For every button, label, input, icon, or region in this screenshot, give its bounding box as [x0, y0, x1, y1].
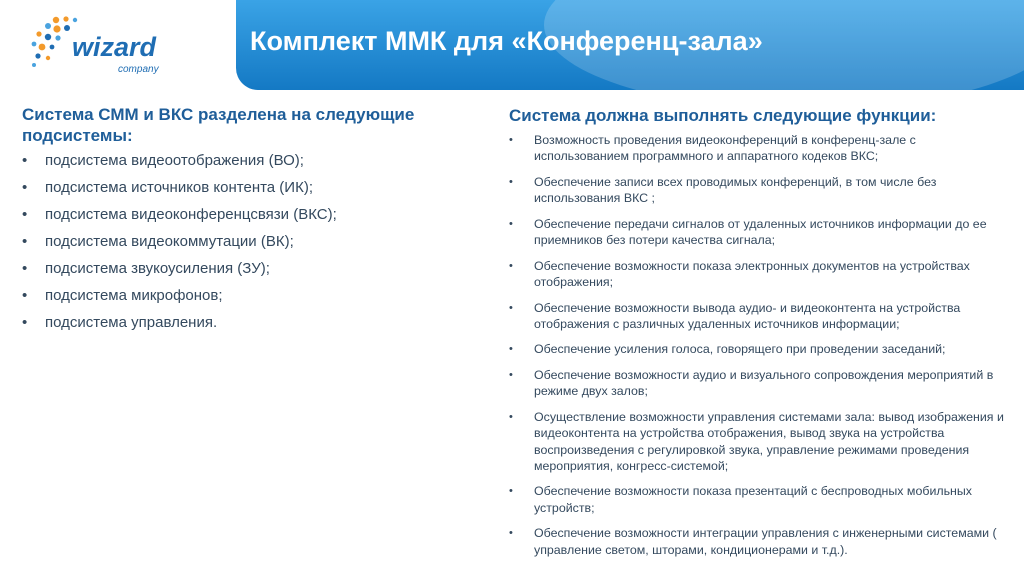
list-item: • Обеспечение возможности показа презентаций с беспроводных мобильных устройств; [509, 484, 972, 515]
bullet-icon: • [509, 527, 513, 540]
logo [0, 0, 236, 90]
bullet-icon: • [22, 287, 28, 304]
header-banner [236, 0, 1024, 90]
list-item: • подсистема видеоконференцсвязи (ВКС); [22, 206, 337, 223]
bullet-icon: • [509, 369, 513, 382]
left-heading: Система СММ и ВКС разделена на следующие подсистемы: [22, 105, 415, 145]
list-item: • Обеспечение возможности аудио и визуального сопровождения мероприятий в режиме двух залов; [509, 368, 994, 399]
list-item: • Обеспечение возможности показа электронных документов на устройствах отображения; [509, 258, 970, 289]
list-item: • Обеспечение передачи сигналов от удаленных источников информации до ее приемников без потери качества сигнала; [509, 216, 987, 248]
list-item: • Обеспечение записи всех проводимых конференций, в том числе без использования ВКС ; [509, 174, 937, 206]
bullet-icon: • [22, 260, 28, 277]
bullet-icon: • [22, 179, 28, 196]
list-item: • подсистема управления. [22, 314, 218, 331]
bullet-icon: • [509, 485, 513, 498]
list-item: • подсистема звукоусиления (ЗУ); [22, 260, 270, 277]
list-item: • подсистема микрофонов; [22, 287, 223, 304]
functions-list [509, 132, 1009, 558]
bullet-icon: • [509, 175, 513, 188]
bullet-icon: • [509, 410, 513, 423]
list-item: • Осуществление возможности управления системами зала: вывод изображения и видеоконтента на устройства отображения, вывод звука на устройства воспроизведения с регулировкой звука, управление режимами проведения мероприятия, конгресс-системой; [509, 409, 1004, 473]
bullet-icon: • [509, 343, 513, 356]
subsystems-list [22, 152, 462, 332]
bullet-icon: • [509, 134, 513, 146]
list-item: • Обеспечение возможности интеграции управления с инженерными системами ( управление светом, шторами, кондиционерами и т.д.). [509, 526, 997, 557]
bullet-icon: • [22, 233, 28, 250]
bullet-icon: • [509, 217, 513, 230]
list-item: • Обеспечение возможности вывода аудио- и видеоконтента на устройства отображения с различных удаленных источников информации; [509, 300, 961, 331]
bullet-icon: • [22, 152, 28, 169]
brand-sub: company [118, 64, 159, 75]
list-item: • подсистема видеокоммутации (ВК); [22, 233, 294, 250]
bullet-icon: • [22, 314, 28, 331]
list-item: • Возможность проведения видеоконференций в конференц-зале с использованием программного и аппаратного кодеков ВКС; [509, 133, 916, 164]
bullet-icon: • [509, 301, 513, 314]
list-item: • подсистема источников контента (ИК); [22, 179, 313, 196]
list-item: • Обеспечение усиления голоса, говорящего при проведении заседаний; [509, 342, 946, 357]
right-heading: Система должна выполнять следующие функции: [509, 106, 937, 125]
page-title: Комплект ММК для «Конференц-зала» [250, 26, 763, 56]
brand-name: wizard [72, 32, 157, 62]
bullet-icon: • [22, 206, 28, 223]
left-column [22, 104, 462, 341]
list-item: • подсистема видеоотображения (ВО); [22, 152, 304, 169]
bullet-icon: • [509, 259, 513, 272]
right-column [509, 105, 1009, 567]
